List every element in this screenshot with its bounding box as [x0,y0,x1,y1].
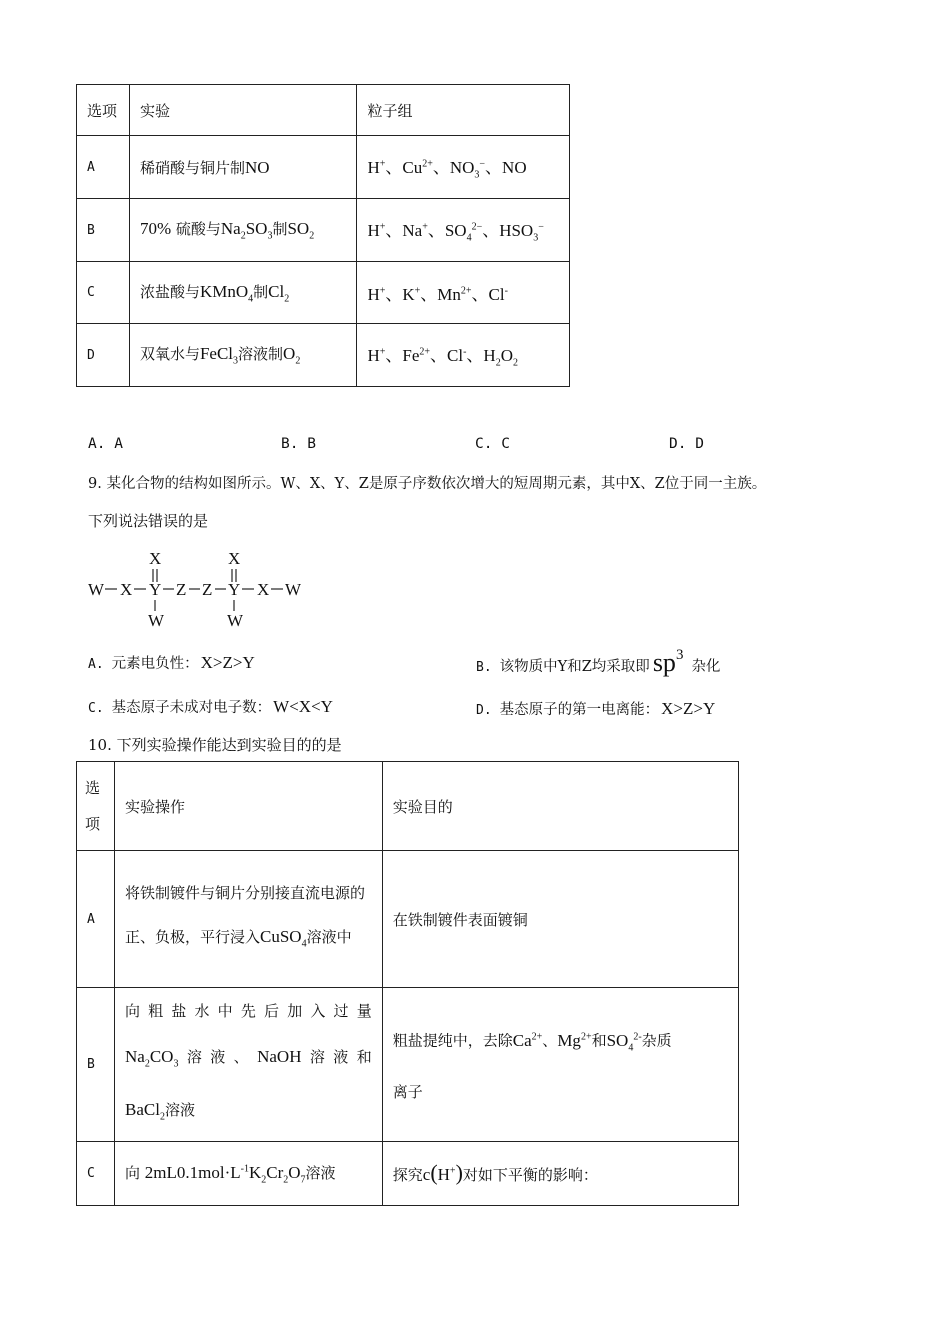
structure-chain-atom: X [120,580,133,599]
row-experiment: 稀硝酸与铜片制NO [129,136,357,199]
q9-option-d [476,698,715,719]
option-label: A. [88,657,104,672]
structure-bottom-atom: W [148,611,165,630]
option-text: 基态原子未成对电子数： [111,700,272,716]
header-experiment: 实验 [129,85,357,136]
option-label: C. [88,701,104,716]
row-experiment: 浓盐酸与KMnO$_4$制$Cl_2$ [129,262,357,324]
structure-bottom-atom: W [227,611,244,630]
option-text: 元素电负性： [111,656,199,672]
row-option: A [77,851,115,988]
header-operation: 实验操作 [114,762,382,851]
option-tail: 杂化 [691,659,721,675]
q9-stem-line1: 9. 某化合物的结构如图所示。W、X、Y、Z是原子序数依次增大的短周期元素，其中X、Z位于同一主族。 [88,476,767,492]
row-option: A [77,136,130,199]
structure-top-atom: X [149,549,162,568]
q9-structure-diagram [80,544,320,632]
q10-table [76,761,739,1206]
option-text: 该物质中Y和Z均采取即 [499,659,650,675]
header-purpose: 实验目的 [382,762,738,851]
structure-chain-atom: Z [202,580,213,599]
q8-table [76,84,570,387]
q8-option-d: D. D [669,436,704,452]
row-experiment: 双氧水与FeCl$_3$溶液制$O_2$ [129,324,357,387]
table-header-row [77,762,739,851]
structure-chain-atom: Z [176,580,187,599]
header-particles: 粒子组 [357,85,570,136]
table-row [77,136,570,199]
q8-option-b: B. B [281,436,316,452]
table-row [77,324,570,387]
structure-chain-atom: Y [228,580,241,599]
structure-chain-atom: W [285,580,302,599]
table-row [77,851,739,988]
row-option: C [77,1141,115,1205]
option-formula: X>Z>Y [200,653,255,672]
option-label: B. [476,660,492,675]
row-particles: H+、K+、$Mn^{2+}$、Cl- [357,262,570,324]
table-row [77,262,570,324]
q9-stem-line2: 下列说法错误的是 [88,512,209,530]
table-row [77,199,570,262]
table-header-row [77,85,570,136]
q9-option-b [476,648,720,678]
row-purpose: 在铁制镀件表面镀铜 [382,851,738,988]
header-option: 选项 [77,762,115,851]
q10-stem: 10. 下列实验操作能达到实验目的的是 [88,736,342,754]
q9-option-a [88,652,255,673]
structure-chain-atom: X [257,580,270,599]
option-formula: W<X<Y [273,697,333,716]
q9-option-c [88,696,333,717]
option-formula-sup: 3 [675,647,684,664]
row-option: D [77,324,130,387]
option-formula: sp [652,648,676,677]
q8-option-c: C. C [475,436,510,452]
option-formula: X>Z>Y [661,699,716,718]
q8-option-a: A. A [88,436,123,452]
row-operation: 向粗盐水中先后加入过量 $Na_2CO_3$溶液、NaOH溶液和 BaCl$_2$溶液 [114,988,382,1142]
structure-chain-atom: Y [149,580,162,599]
structure-chain-atom: W [88,580,105,599]
row-particles: H+、$Cu^{2+}$、$NO_3^-$、NO [357,136,570,199]
header-option: 选项 [77,85,130,136]
row-purpose: 探究c(H+)对如下平衡的影响： [382,1141,738,1205]
option-text: 基态原子的第一电离能： [499,702,660,718]
option-label: D. [476,703,492,718]
row-experiment: 70% 硫酸与$Na_2SO_3$制$SO_2$ [129,199,357,262]
row-purpose: 粗盐提纯中，去除$Ca^{2+}$、$Mg^{2+}$和$SO_4^{2-}$杂质 离子 [382,988,738,1142]
row-operation: 向 $2mL0.1mol\cdot L^{-1}K_2Cr_2O_7$溶液 [114,1141,382,1205]
row-option: B [77,199,130,262]
structure-top-atom: X [228,549,241,568]
row-particles: H+、$Fe^{2+}$、Cl-、$H_2O_2$ [357,324,570,387]
row-particles: H+、Na+、$SO_4^{2-}$、$HSO_3^-$ [357,199,570,262]
table-row [77,988,739,1142]
table-row [77,1141,739,1205]
row-option: B [77,988,115,1142]
row-option: C [77,262,130,324]
row-operation: 将铁制镀件与铜片分别接直流电源的正、负极，平行浸入CuSO$_4$溶液中 [114,851,382,988]
